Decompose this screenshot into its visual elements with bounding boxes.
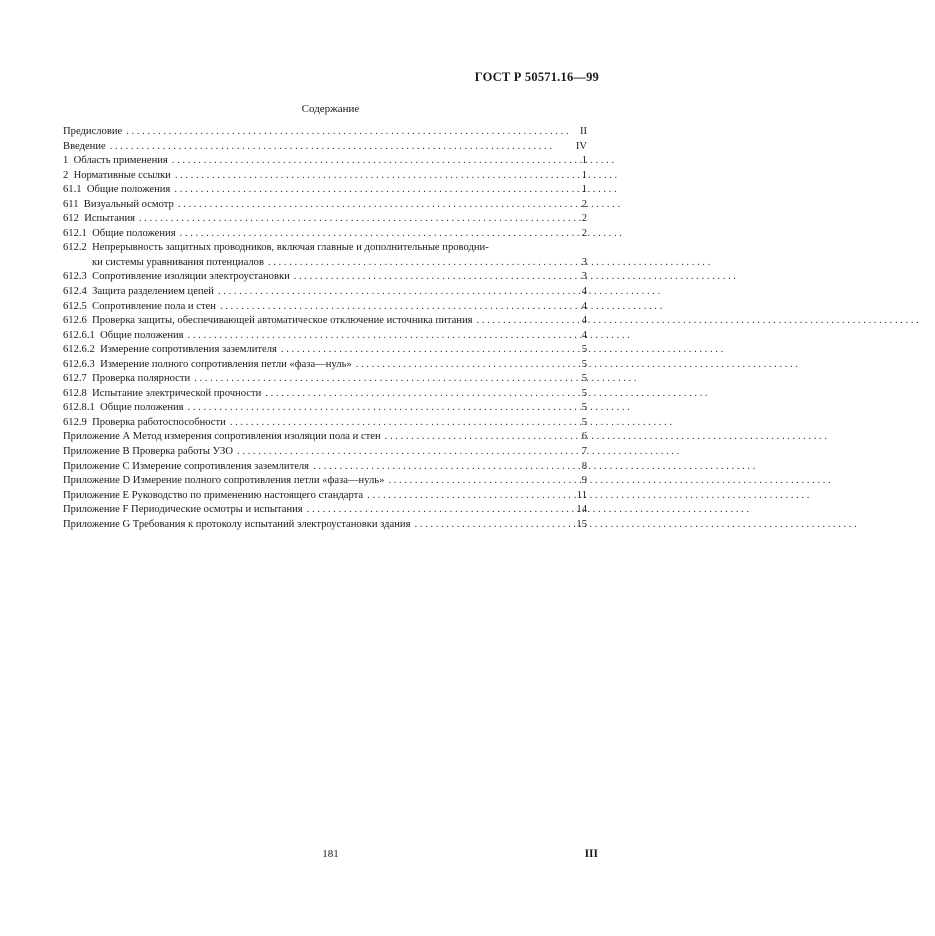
toc-entry xyxy=(63,430,587,445)
toc-entry-page: 1 xyxy=(581,169,587,181)
footer-page-number: 181 xyxy=(322,848,339,860)
toc-entry-page: 1 xyxy=(581,184,587,196)
toc-entry-page: 2 xyxy=(581,198,587,210)
toc-entry-title: Испытания xyxy=(84,213,135,225)
toc-entry-page: 6 xyxy=(581,431,587,443)
toc-dot-leader xyxy=(233,445,557,460)
toc-entry xyxy=(63,474,587,489)
toc-entry-page: 5 xyxy=(581,387,587,399)
toc-dot-leader xyxy=(168,154,557,169)
toc-entry xyxy=(63,241,587,256)
toc-entry-title: Приложение G Требования к протоколу испытаний электроустановки здания xyxy=(63,518,411,530)
toc-entry-title: Измерение сопротивления заземлителя xyxy=(100,344,277,356)
toc-dot-leader xyxy=(184,329,557,344)
toc-entry xyxy=(63,198,587,213)
toc-entry xyxy=(63,256,587,271)
toc-entry-title: Сопротивление пола и стен xyxy=(92,300,216,312)
toc-entry xyxy=(63,125,587,140)
toc-entry-title: Испытание электрической прочности xyxy=(92,387,262,399)
toc-dot-leader xyxy=(122,125,557,140)
toc-dot-leader xyxy=(352,358,557,373)
toc-entry-page: 14 xyxy=(576,504,587,516)
toc-entry-page: 2 xyxy=(581,213,587,225)
toc-entry xyxy=(63,343,587,358)
toc-entry-number: 612.1 xyxy=(63,227,87,239)
toc-entry-page: 5 xyxy=(581,344,587,356)
toc-entry-page: 1 xyxy=(581,155,587,167)
toc-entry-page: 11 xyxy=(576,489,587,501)
toc-entry-page: 5 xyxy=(581,416,587,428)
toc-entry-page: 5 xyxy=(581,373,587,385)
toc-dot-leader xyxy=(176,227,557,242)
toc-dot-leader xyxy=(216,300,557,315)
toc-dot-leader xyxy=(261,387,557,402)
toc-entry-title: ки системы уравнивания потенциалов xyxy=(92,256,264,268)
toc-entry xyxy=(63,445,587,460)
toc-entry xyxy=(63,416,587,431)
toc-entry xyxy=(63,387,587,402)
toc-entry-title: Измерение полного сопротивления петли «фаза—нуль» xyxy=(100,358,352,370)
toc-entry-title: Область применения xyxy=(73,155,168,167)
toc-entry-number: 612 xyxy=(63,213,79,225)
toc-dot-leader xyxy=(303,503,557,518)
toc-dot-leader xyxy=(264,256,557,271)
toc-dot-leader xyxy=(363,489,557,504)
toc-entry-number: 61.1 xyxy=(63,184,82,196)
toc-entry xyxy=(63,489,587,504)
toc-entry-title: Приложение F Периодические осмотры и испытания xyxy=(63,504,303,516)
toc-entry-title: Визуальный осмотр xyxy=(83,198,174,210)
toc-entry xyxy=(63,140,587,155)
toc-entry xyxy=(63,358,587,373)
toc-entry-title: Непрерывность защитных проводников, включая главные и дополнительные проводни- xyxy=(92,242,489,254)
toc-title xyxy=(0,103,661,115)
footer-roman-page: III xyxy=(584,848,598,860)
toc-title-text: Содержание xyxy=(301,103,360,115)
toc-dot-leader xyxy=(171,169,557,184)
toc-entry-title: Проверка защиты, обеспечивающей автоматическое отключение источника питания xyxy=(92,315,473,327)
toc-entry xyxy=(63,169,587,184)
toc-entry-title: Защита разделением цепей xyxy=(92,286,214,298)
toc-entry-number: 612.6.3 xyxy=(63,358,95,370)
toc-entry xyxy=(63,285,587,300)
toc-entry-title: Нормативные ссылки xyxy=(73,169,171,181)
toc-entry xyxy=(63,503,587,518)
toc-entry-page: 9 xyxy=(581,475,587,487)
toc-dot-leader xyxy=(214,285,557,300)
toc-entry-number: 612.8 xyxy=(63,387,87,399)
toc-dot-leader xyxy=(226,416,557,431)
toc-entry-title: Приложение D Измерение полного сопротивления петли «фаза—нуль» xyxy=(63,475,385,487)
toc-entry xyxy=(63,270,587,285)
toc-dot-leader xyxy=(184,401,557,416)
toc-entry-number: 611 xyxy=(63,198,79,210)
toc-entry-page: 7 xyxy=(581,446,587,458)
toc-entry-title: Приложение С Измерение сопротивления заземлителя xyxy=(63,460,310,472)
toc-dot-leader xyxy=(410,518,557,533)
toc-entry xyxy=(63,212,587,227)
table-of-contents xyxy=(63,125,587,532)
toc-entry-page: 4 xyxy=(581,315,587,327)
toc-entry-title: Приложение В Проверка работы УЗО xyxy=(63,446,234,458)
toc-entry-title: Предисловие xyxy=(63,126,123,137)
toc-entry-title: Сопротивление изоляции электроустановки xyxy=(92,271,290,283)
toc-entry-number: 612.3 xyxy=(63,271,87,283)
toc-entry-page: II xyxy=(579,126,587,137)
toc-dot-leader xyxy=(473,314,557,329)
toc-entry-number: 612.6.1 xyxy=(63,329,95,341)
toc-entry xyxy=(63,329,587,344)
toc-entry xyxy=(63,314,587,329)
toc-entry-page: 3 xyxy=(581,256,587,268)
toc-entry-page: 4 xyxy=(581,329,587,341)
toc-entry-page: 3 xyxy=(581,271,587,283)
toc-dot-leader xyxy=(135,212,557,227)
toc-entry xyxy=(63,401,587,416)
toc-entry-page: 8 xyxy=(581,460,587,472)
toc-dot-leader xyxy=(174,198,557,213)
toc-entry-number: 612.6 xyxy=(63,315,87,327)
document-code: ГОСТ Р 50571.16—99 xyxy=(474,70,599,84)
toc-entry-number: 2 xyxy=(63,169,69,181)
toc-entry-title: Проверка работоспособности xyxy=(92,416,226,428)
toc-entry-number: 612.8.1 xyxy=(63,402,95,414)
toc-entry-title: Введение xyxy=(63,140,106,152)
toc-entry-page: IV xyxy=(575,140,587,152)
toc-entry-page: 4 xyxy=(581,300,587,312)
toc-entry-page: 5 xyxy=(581,402,587,414)
toc-entry xyxy=(63,227,587,242)
toc-dot-leader xyxy=(106,140,557,155)
toc-entry-title: Общие положения xyxy=(100,402,184,414)
toc-entry-number: 612.7 xyxy=(63,373,87,385)
toc-entry-title: Общие положения xyxy=(86,184,171,196)
toc-entry-number: 612.9 xyxy=(63,416,87,428)
toc-entry xyxy=(63,460,587,475)
toc-entry xyxy=(63,372,587,387)
toc-entry-title: Общие положения xyxy=(100,329,184,341)
toc-entry-number: 612.2 xyxy=(63,242,87,254)
toc-entry-number: 1 xyxy=(63,155,69,167)
toc-dot-leader xyxy=(384,474,557,489)
toc-entry-number: 612.5 xyxy=(63,300,87,312)
toc-entry-page: 15 xyxy=(576,518,587,530)
toc-entry-title: Приложение А Метод измерения сопротивления изоляции пола и стен xyxy=(63,431,381,443)
toc-dot-leader xyxy=(170,183,557,198)
toc-entry-number: 612.6.2 xyxy=(63,344,95,356)
toc-dot-leader xyxy=(277,343,557,358)
toc-entry-title: Общие положения xyxy=(92,227,176,239)
toc-entry xyxy=(63,518,587,533)
toc-entry xyxy=(63,183,587,198)
toc-entry-title: Приложение E Руководство по применению настоящего стандарта xyxy=(63,489,364,501)
toc-entry xyxy=(63,300,587,315)
toc-entry-page: 2 xyxy=(581,227,587,239)
toc-dot-leader xyxy=(309,460,557,475)
toc-dot-leader xyxy=(381,430,557,445)
toc-entry-page: 5 xyxy=(581,358,587,370)
toc-dot-leader xyxy=(190,372,557,387)
toc-entry xyxy=(63,154,587,169)
toc-dot-leader xyxy=(290,270,557,285)
toc-entry-number: 612.4 xyxy=(63,286,87,298)
toc-entry-page: 4 xyxy=(581,286,587,298)
toc-entry-title: Проверка полярности xyxy=(92,373,191,385)
